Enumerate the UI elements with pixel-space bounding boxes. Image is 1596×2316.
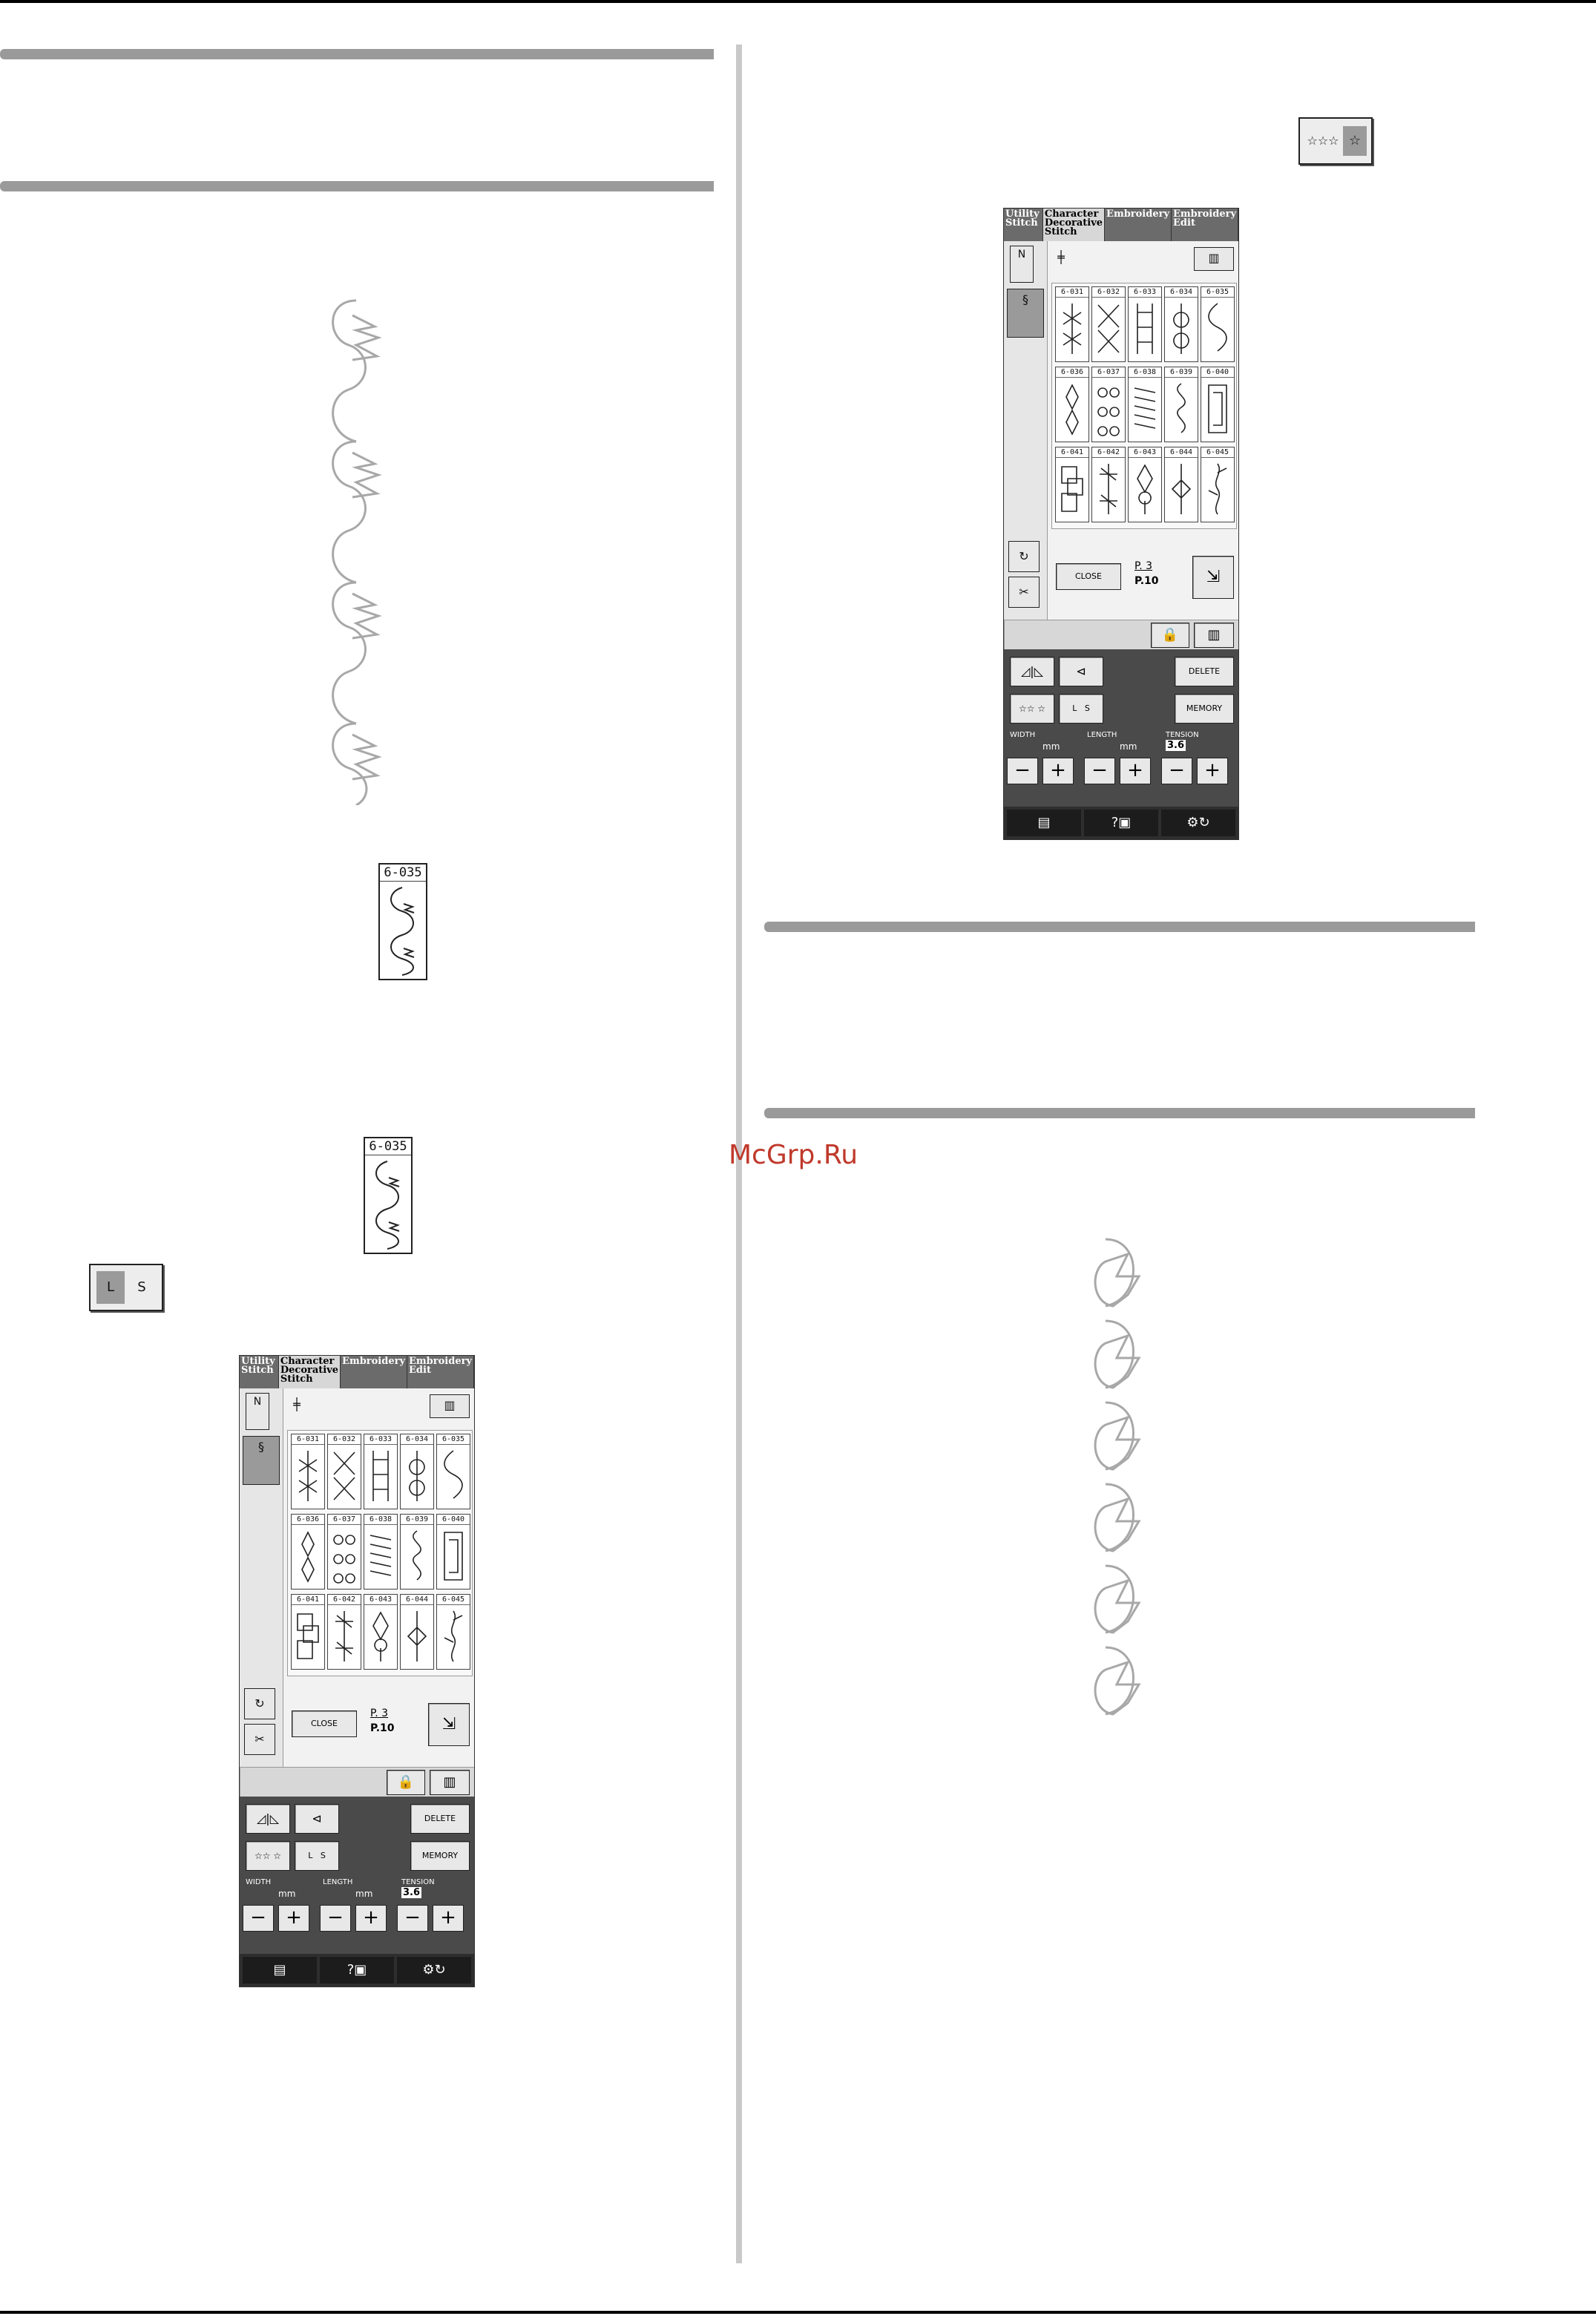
- stitch-icon: [1092, 378, 1125, 440]
- stitch-code: 6-034: [1165, 287, 1198, 298]
- stitch-icon: [1201, 378, 1234, 440]
- manual-icon[interactable]: ▥: [1194, 247, 1234, 271]
- stitch-icon: [292, 1605, 324, 1667]
- stitch-pattern-6-042[interactable]: [327, 1594, 361, 1670]
- single-double-button[interactable]: [1298, 117, 1373, 165]
- stitch-icon: [292, 1525, 324, 1587]
- stitch-pattern-6-040[interactable]: [436, 1514, 470, 1590]
- stitch-code: 6-038: [1129, 367, 1161, 378]
- section-bar: [0, 181, 714, 191]
- stitch-icon: [328, 1445, 361, 1507]
- stitch-pattern-6-045[interactable]: [1201, 447, 1235, 522]
- tab-1[interactable]: Character Decorative Stitch: [279, 1356, 341, 1388]
- stitch-icon: [292, 1445, 324, 1507]
- width-plus-button[interactable]: +: [278, 1905, 309, 1932]
- tab-3[interactable]: Embroidery Edit: [407, 1356, 474, 1388]
- stitch-code: 6-042: [1092, 447, 1125, 458]
- stitch-pattern-6-031[interactable]: [1055, 286, 1089, 362]
- screen-footer: [240, 1954, 474, 1987]
- length-plus-button[interactable]: +: [355, 1905, 387, 1932]
- stitch-pattern-6-038[interactable]: [1128, 367, 1162, 442]
- density-button[interactable]: ⊲: [295, 1804, 339, 1834]
- stitch-code: 6-034: [401, 1434, 433, 1445]
- lcd-screen-left: [239, 1355, 475, 1987]
- stitch-pattern-6-039[interactable]: [1164, 367, 1198, 442]
- tab-0[interactable]: Utility Stitch: [240, 1356, 279, 1388]
- book-icon[interactable]: ▥: [1194, 623, 1234, 648]
- length-unit: mm: [1120, 741, 1137, 752]
- stitch-grid: [287, 1430, 473, 1676]
- delete-button[interactable]: DELETE: [410, 1804, 470, 1834]
- stitch-pattern-6-044[interactable]: [400, 1594, 434, 1670]
- stitch-code: 6-037: [1092, 367, 1125, 378]
- stitch-icon: [1092, 458, 1125, 520]
- stitch-icon: [401, 1605, 433, 1667]
- stitch-pattern-6-034[interactable]: [1164, 286, 1198, 362]
- page-total: P.10: [370, 1722, 395, 1734]
- stitch-icon: [437, 1605, 470, 1667]
- selected-stitch-preview[interactable]: §: [1007, 289, 1044, 338]
- screen-tabs: [240, 1356, 474, 1388]
- top-rule: [0, 0, 1596, 3]
- stitch-pattern-6-038[interactable]: [364, 1514, 398, 1590]
- bottom-rule: [0, 2311, 1596, 2314]
- stitch-code: 6-037: [328, 1515, 361, 1525]
- stitch-code: 6-044: [401, 1595, 433, 1605]
- lcd-screen-right: [1003, 208, 1239, 840]
- memory-button[interactable]: MEMORY: [1175, 694, 1234, 724]
- stitch-pattern-6-043[interactable]: [364, 1594, 398, 1670]
- width-plus-button[interactable]: +: [1042, 758, 1074, 784]
- stitch-pattern-6-035[interactable]: [1201, 286, 1235, 362]
- section-bar: [764, 1108, 1475, 1118]
- stitch-code: 6-042: [328, 1595, 361, 1605]
- stitch-code: 6-045: [437, 1595, 470, 1605]
- width-label: WIDTH: [1010, 731, 1036, 739]
- stitch-icon: [364, 1605, 397, 1667]
- stitch-pattern-6-033[interactable]: [364, 1434, 398, 1509]
- pattern-card: [378, 863, 427, 980]
- settings-icon[interactable]: ⚙↻: [397, 1957, 471, 1984]
- tab-0[interactable]: Utility Stitch: [1004, 209, 1043, 241]
- lock-icon[interactable]: 🔒: [387, 1770, 425, 1795]
- tension-minus-button[interactable]: −: [1161, 758, 1192, 784]
- stitch-icon: [401, 1525, 433, 1587]
- stitch-sample-image: [1083, 1232, 1165, 1722]
- stitch-code: 6-033: [1129, 287, 1161, 298]
- stitch-icon: [328, 1605, 361, 1667]
- ls-toggle[interactable]: L S: [295, 1841, 339, 1871]
- stitch-icon: [1201, 298, 1234, 360]
- stitch-pattern-6-040[interactable]: [1201, 367, 1235, 442]
- width-label: WIDTH: [246, 1878, 272, 1886]
- stitch-code: 6-040: [437, 1515, 470, 1525]
- stitch-icon: [1165, 458, 1198, 520]
- screen-tabs: [1004, 209, 1238, 241]
- stitch-code: 6-043: [1129, 447, 1161, 458]
- stitch-code: 6-032: [328, 1434, 361, 1445]
- pattern-code: 6-035: [380, 865, 426, 882]
- stitch-code: 6-039: [1165, 367, 1198, 378]
- stitch-pattern-6-031[interactable]: [291, 1434, 325, 1509]
- pattern-stitch-icon: [380, 882, 426, 977]
- screen-sidebar: [240, 1388, 283, 1767]
- close-button[interactable]: CLOSE: [292, 1710, 357, 1737]
- mirror-button[interactable]: ◿|◺: [1010, 657, 1054, 686]
- tab-2[interactable]: Embroidery: [1105, 209, 1172, 241]
- stitch-pattern-6-035[interactable]: [436, 1434, 470, 1509]
- needle-icon: ╪: [1057, 250, 1065, 264]
- presser-foot-icon: N: [246, 1393, 269, 1430]
- width-minus-button[interactable]: −: [1007, 758, 1038, 784]
- tension-value: 3.6: [403, 1887, 421, 1898]
- stitch-pattern-6-044[interactable]: [1164, 447, 1198, 522]
- close-button[interactable]: CLOSE: [1056, 563, 1121, 590]
- stitch-code: 6-040: [1201, 367, 1234, 378]
- pattern-code: 6-035: [365, 1138, 411, 1155]
- tension-label: TENSION: [401, 1878, 435, 1886]
- length-minus-button[interactable]: −: [320, 1905, 351, 1932]
- triple-star-icon: ☆☆☆: [1307, 134, 1339, 148]
- thread-cutter-icon[interactable]: ✂: [1008, 577, 1040, 608]
- section-bar: [764, 922, 1475, 932]
- mirror-button[interactable]: ◿|◺: [246, 1804, 290, 1834]
- stitch-pattern-6-034[interactable]: [400, 1434, 434, 1509]
- ls-small-label: S: [137, 1279, 146, 1295]
- stitch-icon: [1092, 298, 1125, 360]
- stitch-icon: [1056, 458, 1088, 520]
- stitch-pattern-6-033[interactable]: [1128, 286, 1162, 362]
- length-minus-button[interactable]: −: [1084, 758, 1115, 784]
- stitch-code: 6-039: [401, 1515, 433, 1525]
- ls-size-button[interactable]: [89, 1264, 163, 1311]
- help-icon[interactable]: ?▣: [1084, 810, 1158, 836]
- thread-cutter-icon[interactable]: ✂: [244, 1724, 275, 1755]
- stitch-code: 6-045: [1201, 447, 1234, 458]
- length-plus-button[interactable]: +: [1120, 758, 1151, 784]
- help-icon[interactable]: ?▣: [320, 1957, 394, 1984]
- stitch-code: 6-035: [1201, 287, 1234, 298]
- stitch-code: 6-041: [292, 1595, 324, 1605]
- page-total: P.10: [1134, 575, 1159, 587]
- lock-icon[interactable]: 🔒: [1151, 623, 1189, 648]
- stitch-code: 6-044: [1165, 447, 1198, 458]
- page-turn-button[interactable]: ⇲: [1192, 556, 1234, 599]
- manual-icon[interactable]: ▥: [430, 1394, 470, 1418]
- stitch-code: 6-041: [1056, 447, 1088, 458]
- tension-label: TENSION: [1166, 731, 1199, 739]
- presser-foot-icon: N: [1010, 246, 1034, 283]
- stitch-icon: [1165, 298, 1198, 360]
- width-minus-button[interactable]: −: [243, 1905, 274, 1932]
- tab-2[interactable]: Embroidery: [341, 1356, 407, 1388]
- stitch-sample-image: [312, 293, 401, 805]
- stitch-icon: [1129, 298, 1161, 360]
- tension-plus-button[interactable]: +: [1197, 758, 1228, 784]
- ls-large-label: L: [96, 1271, 125, 1304]
- stitch-pattern-6-045[interactable]: [436, 1594, 470, 1670]
- single-double-toggle[interactable]: ☆☆ ☆: [246, 1841, 290, 1871]
- length-label: LENGTH: [1087, 731, 1117, 739]
- page-turn-button[interactable]: ⇲: [428, 1703, 470, 1746]
- stitch-pattern-6-042[interactable]: [1091, 447, 1126, 522]
- tab-3[interactable]: Embroidery Edit: [1172, 209, 1238, 241]
- stitch-pattern-6-039[interactable]: [400, 1514, 434, 1590]
- tension-value: 3.6: [1167, 740, 1185, 751]
- stitch-icon: [364, 1525, 397, 1587]
- tension-minus-button[interactable]: −: [397, 1905, 428, 1932]
- stitch-code: 6-038: [364, 1515, 397, 1525]
- stitch-pattern-6-036[interactable]: [1055, 367, 1089, 442]
- stitch-list-icon[interactable]: ▤: [1007, 810, 1081, 836]
- section-bar: [0, 49, 714, 59]
- stitch-code: 6-035: [437, 1434, 470, 1445]
- memory-button[interactable]: MEMORY: [410, 1841, 470, 1871]
- stitch-code: 6-031: [1056, 287, 1088, 298]
- length-label: LENGTH: [323, 1878, 353, 1886]
- stitch-icon: [401, 1445, 433, 1507]
- screen-footer: [1004, 807, 1238, 839]
- stitch-icon: [437, 1525, 470, 1587]
- single-star-icon: ☆: [1343, 126, 1367, 156]
- stitch-icon: [364, 1445, 397, 1507]
- stitch-pattern-6-032[interactable]: [1091, 286, 1126, 362]
- stitch-icon: [1056, 298, 1088, 360]
- needle-icon: ╪: [293, 1397, 301, 1411]
- width-unit: mm: [278, 1889, 296, 1899]
- stitch-pattern-6-037[interactable]: [327, 1514, 361, 1590]
- density-button[interactable]: ⊲: [1059, 657, 1103, 686]
- stitch-pattern-6-043[interactable]: [1128, 447, 1162, 522]
- stitch-icon: [1129, 378, 1161, 440]
- length-unit: mm: [355, 1889, 373, 1899]
- stitch-pattern-6-041[interactable]: [1055, 447, 1089, 522]
- stitch-pattern-6-041[interactable]: [291, 1594, 325, 1670]
- stitch-icon: [1165, 378, 1198, 440]
- stitch-icon: [1129, 458, 1161, 520]
- stitch-pattern-6-036[interactable]: [291, 1514, 325, 1590]
- stitch-code: 6-036: [1056, 367, 1088, 378]
- reverse-icon[interactable]: ↻: [1008, 541, 1040, 572]
- stitch-code: 6-031: [292, 1434, 324, 1445]
- tension-plus-button[interactable]: +: [433, 1905, 464, 1932]
- stitch-code: 6-032: [1092, 287, 1125, 298]
- stitch-list-icon[interactable]: ▤: [243, 1957, 317, 1984]
- width-unit: mm: [1042, 741, 1060, 752]
- stitch-code: 6-043: [364, 1595, 397, 1605]
- screen-sidebar: [1004, 241, 1048, 620]
- pattern-stitch-icon: [365, 1155, 411, 1250]
- stitch-icon: [1056, 378, 1088, 440]
- stitch-icon: [437, 1445, 470, 1507]
- stitch-icon: [1201, 458, 1234, 520]
- stitch-code: 6-033: [364, 1434, 397, 1445]
- stitch-pattern-6-032[interactable]: [327, 1434, 361, 1509]
- watermark: McGrp.Ru: [729, 1140, 858, 1170]
- stitch-grid: [1051, 283, 1237, 529]
- stitch-pattern-6-037[interactable]: [1091, 367, 1126, 442]
- stitch-code: 6-036: [292, 1515, 324, 1525]
- delete-button[interactable]: DELETE: [1175, 657, 1234, 686]
- page-current: P. 3: [370, 1708, 389, 1719]
- ls-toggle[interactable]: L S: [1059, 694, 1103, 724]
- reverse-icon[interactable]: ↻: [244, 1688, 275, 1719]
- book-icon[interactable]: ▥: [430, 1770, 470, 1795]
- single-double-toggle[interactable]: ☆☆ ☆: [1010, 694, 1054, 724]
- settings-icon[interactable]: ⚙↻: [1161, 810, 1235, 836]
- stitch-icon: [328, 1525, 361, 1587]
- selected-stitch-preview[interactable]: §: [243, 1436, 280, 1485]
- pattern-card: [364, 1137, 413, 1254]
- tab-1[interactable]: Character Decorative Stitch: [1043, 209, 1105, 241]
- page-current: P. 3: [1134, 560, 1153, 572]
